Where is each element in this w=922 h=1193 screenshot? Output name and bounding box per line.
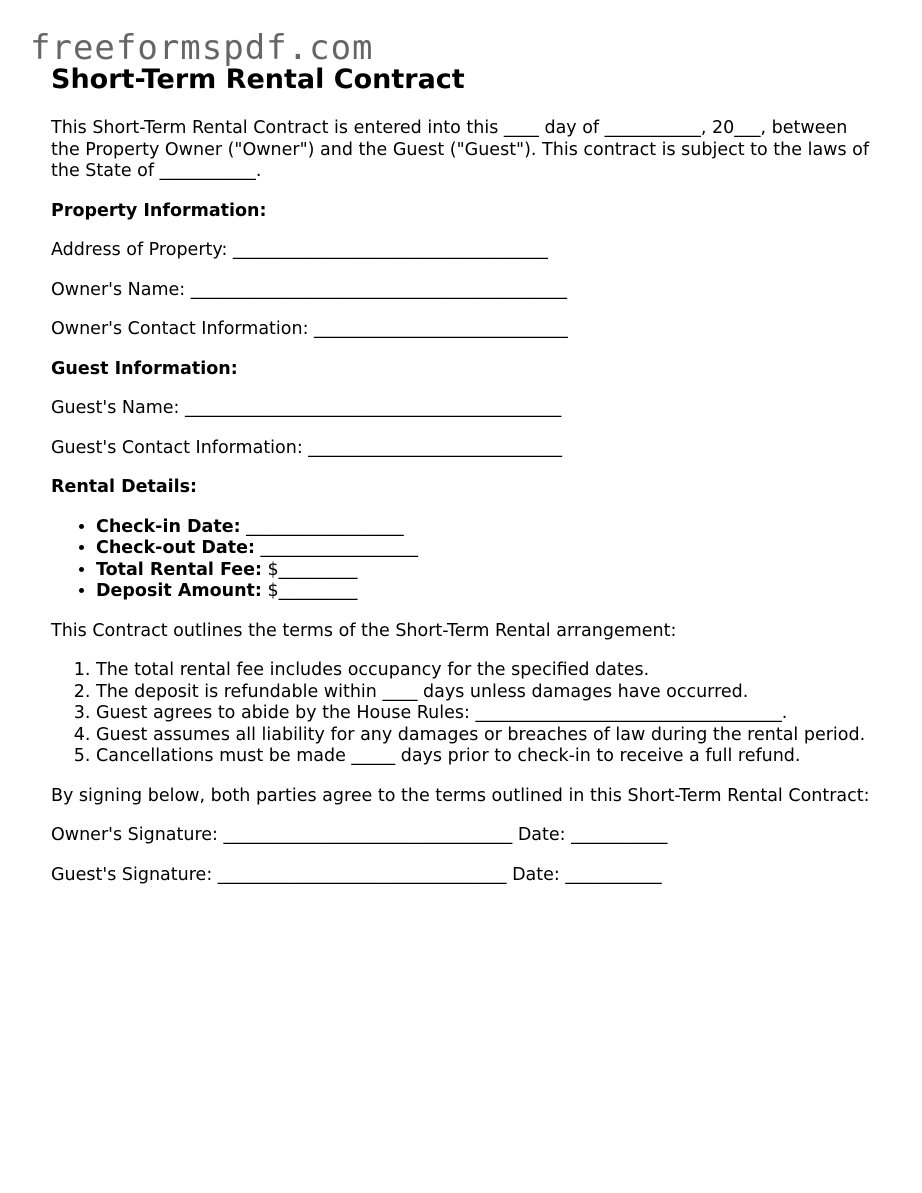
owner-signature-line[interactable]: Owner's Signature: _________________________________ Date: ___________ xyxy=(51,825,668,845)
guest-name-field[interactable]: Guest's Name: ___________________________________________ xyxy=(51,398,562,418)
rental-detail-label: Deposit Amount: xyxy=(96,581,262,601)
rental-detail-blank[interactable]: __________________ xyxy=(240,516,404,537)
owner-contact-field[interactable]: Owner's Contact Information: _____________________________ xyxy=(51,319,568,339)
rental-detail-label: Total Rental Fee: xyxy=(96,559,262,580)
rental-details-heading: Rental Details: xyxy=(51,477,198,497)
rental-detail-blank[interactable]: $_________ xyxy=(261,559,358,580)
term-item: 2. The deposit is refundable within ____ days unless damages have occurred. xyxy=(96,682,881,704)
term-item: 5. Cancellations must be made _____ days prior to check-in to receive a full refund. xyxy=(96,746,881,768)
guest-information-heading: Guest Information: xyxy=(51,358,238,379)
rental-detail-checkin[interactable] xyxy=(96,517,881,539)
rental-detail-label: Check-in Date: xyxy=(96,516,241,537)
rental-detail-checkout[interactable] xyxy=(96,538,881,560)
rental-detail-label: Check-out Date: xyxy=(96,538,255,558)
guest-contact-field[interactable]: Guest's Contact Information: _____________________________ xyxy=(51,437,563,458)
rental-detail-deposit[interactable] xyxy=(96,581,881,603)
rental-detail-blank[interactable]: $_________ xyxy=(261,581,358,601)
document-title: Short-Term Rental Contract xyxy=(51,64,465,95)
guest-signature-line[interactable]: Guest's Signature: _________________________________ Date: ___________ xyxy=(51,864,662,885)
watermark-logo: freeformspdf.com xyxy=(30,28,374,68)
property-address-field[interactable]: Address of Property: ____________________________________ xyxy=(51,240,548,260)
terms-list xyxy=(51,660,881,768)
contract-document xyxy=(51,64,881,886)
term-item: 4. Guest assumes all liability for any damages or breaches of law during the rental period. xyxy=(96,725,881,747)
term-item: 1. The total rental fee includes occupancy for the specified dates. xyxy=(96,660,881,682)
rental-details-list xyxy=(51,517,881,603)
property-information-heading: Property Information: xyxy=(51,200,267,221)
intro-paragraph: This Short-Term Rental Contract is entered into this ____ day of ___________, 20___, between the Property Owner ("Owner") and the Guest ("Guest"). This contract is subject to the laws of the State of ___________. xyxy=(51,118,870,181)
terms-intro: This Contract outlines the terms of the Short-Term Rental arrangement: xyxy=(51,620,677,641)
rental-detail-total-fee[interactable] xyxy=(96,560,881,582)
closing-paragraph: By signing below, both parties agree to the terms outlined in this Short-Term Rental Contract: xyxy=(51,785,870,806)
rental-detail-blank[interactable]: __________________ xyxy=(254,538,419,558)
term-item: 3. Guest agrees to abide by the House Rules: ___________________________________. xyxy=(96,703,881,725)
owner-name-field[interactable]: Owner's Name: ___________________________________________ xyxy=(51,279,567,300)
